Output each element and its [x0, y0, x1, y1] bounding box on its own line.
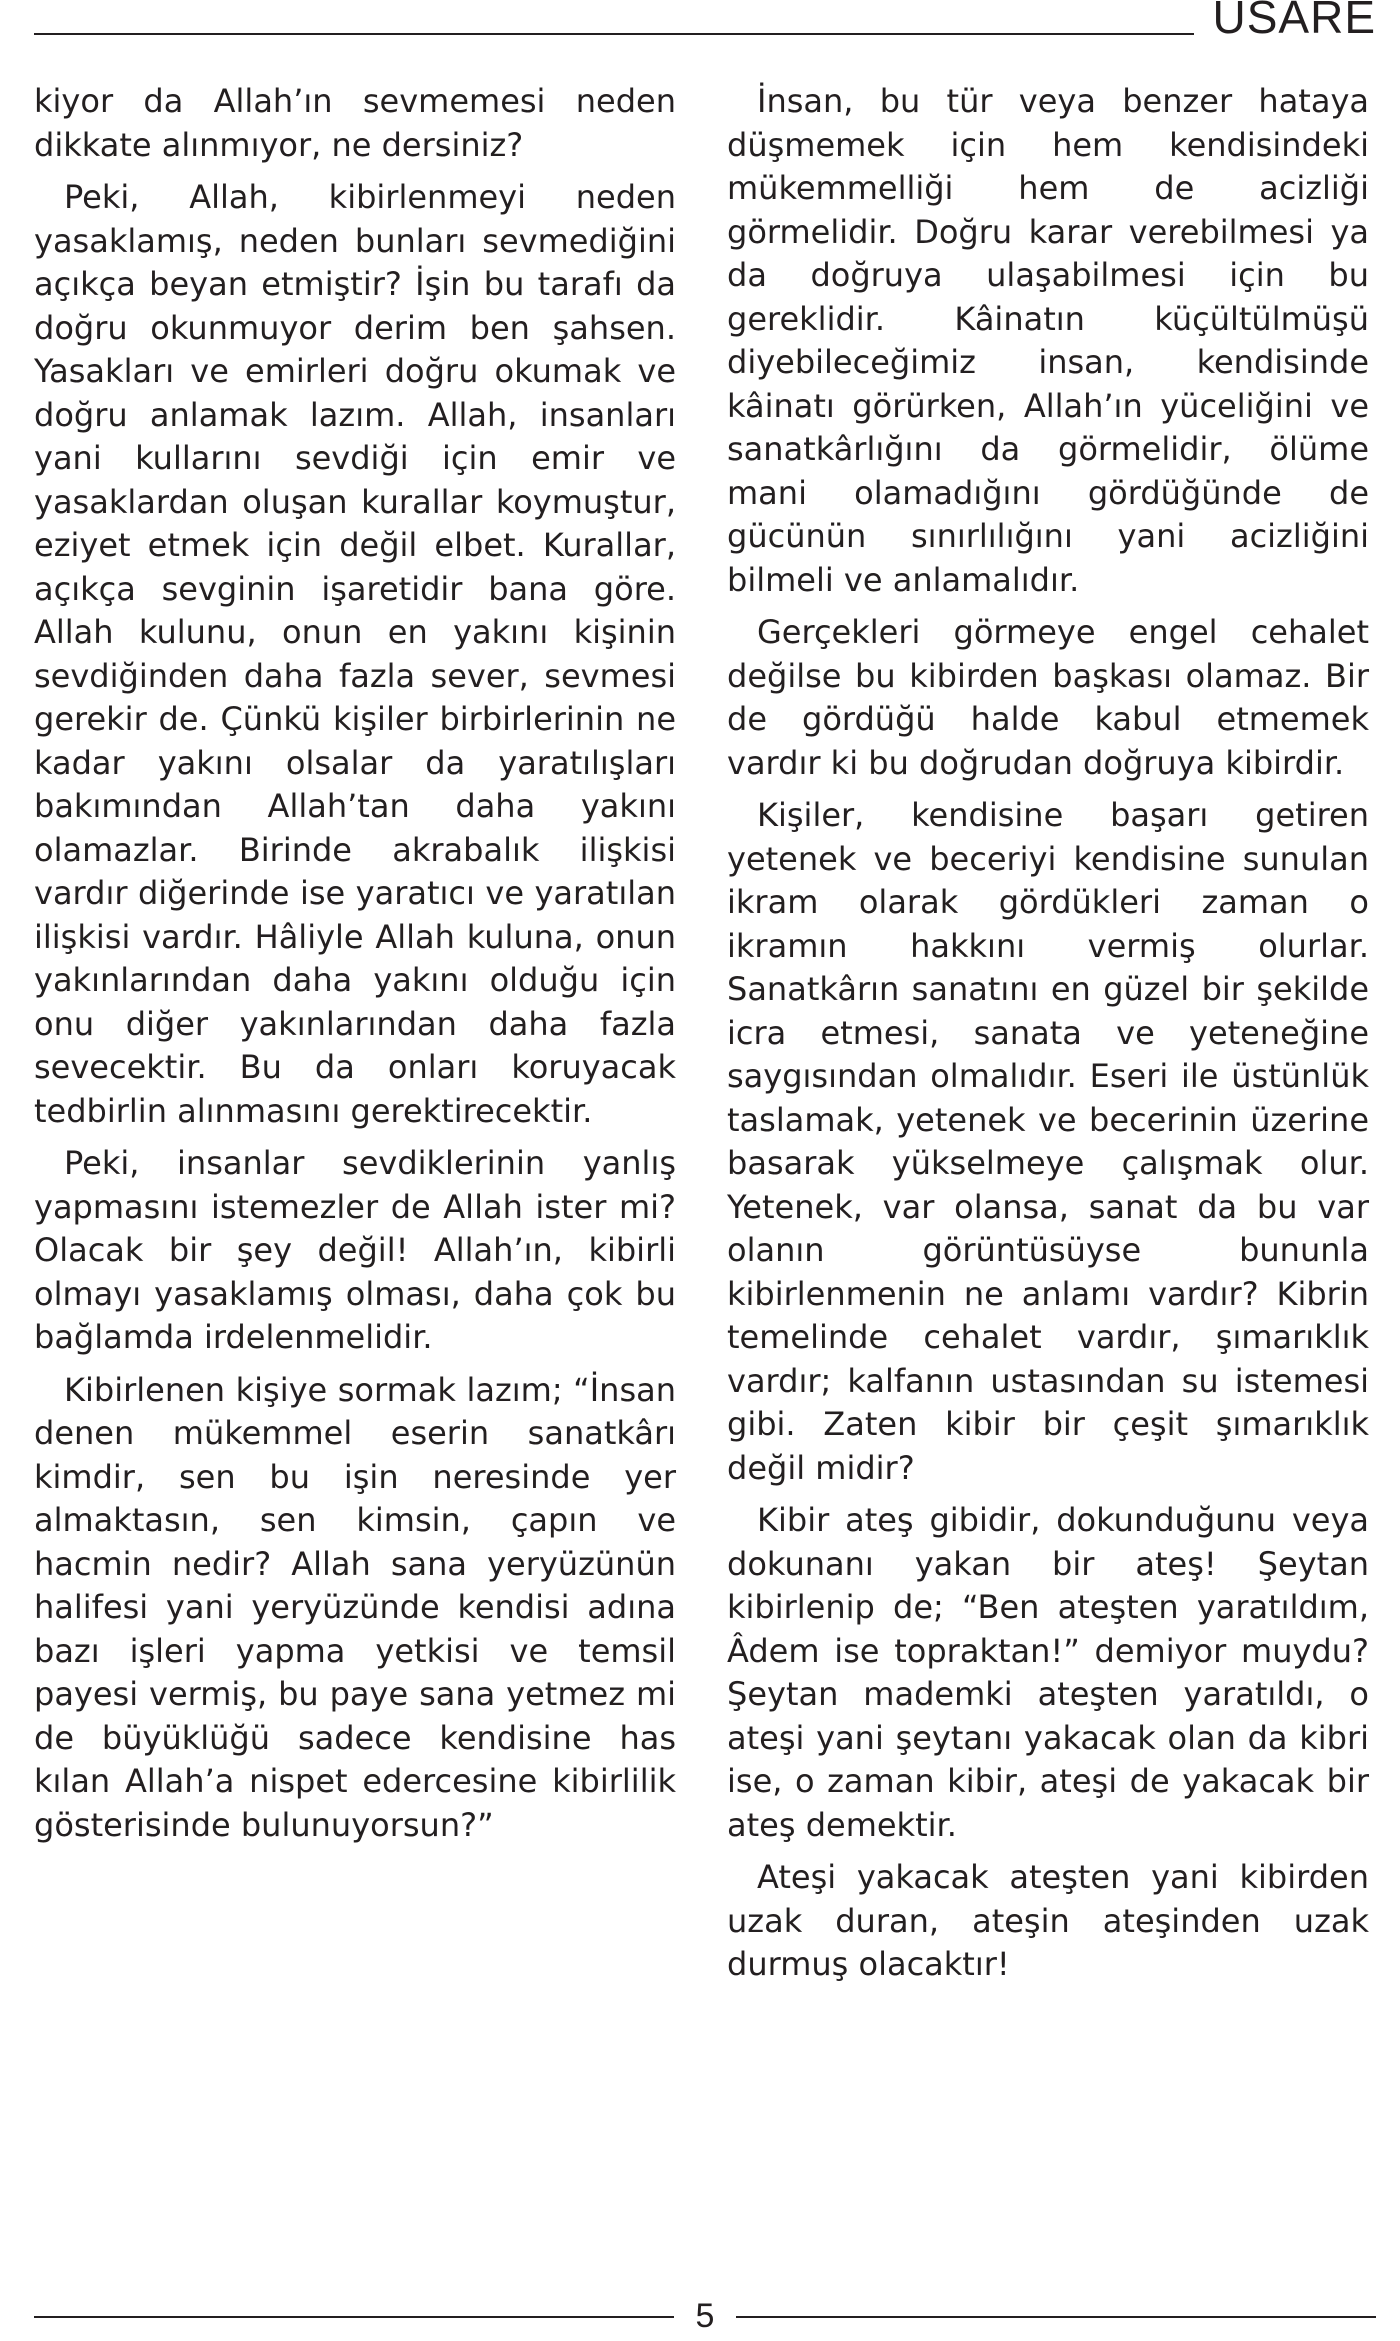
paragraph: Peki, Allah, kibirlenmeyi neden yasaklamış, neden bunları sevmediğini açıkça beyan etmiştir? İşin bu tarafı da doğru okunmuyor derim ben şahsen. Yasakları ve emirleri doğru okumak ve doğru anlamak lazım. Allah, insanları yani kullarını sevdiği için emir ve yasaklardan oluşan kurallar koymuştur, eziyet etmek için değil elbet. Kurallar, açıkça sevginin işaretidir bana göre. Allah kulunu, onun en yakını kişinin sevdiğinden daha fazla sever, sevmesi gerekir de. Çünkü kişiler birbirlerinin ne kadar yakını olsalar da yaratılışları bakımından Allah’tan daha yakını olamazlar. Birinde akrabalık ilişkisi vardır diğerinde ise yaratıcı ve yaratılan ilişkisi vardır. Hâliyle Allah kuluna, onun yakınlarından daha yakını olduğu için onu diğer yakınlarından daha fazla sevecektir. Bu da onları koruyacak tedbirlin alınmasını gerektirecektir. [34, 178, 676, 1130]
right-column [727, 80, 1369, 1996]
paragraph: Gerçekleri görmeye engel cehalet değilse bu kibirden başkası olamaz. Bir de gördüğü halde kabul etmemek vardır ki bu doğrudan doğruya kibirdir. [727, 613, 1369, 782]
footer-rule-left [34, 2316, 674, 2318]
header-rule [34, 33, 1194, 35]
page-number: 5 [695, 2297, 715, 2335]
left-column [34, 80, 676, 1856]
paragraph: kiyor da Allah’ın sevmemesi neden dikkate alınmıyor, ne dersiniz? [34, 82, 676, 164]
paragraph: Kibirlenen kişiye sormak lazım; “İnsan denen mükemmel eserin sanatkârı kimdir, sen bu işin neresinde yer almaktasın, sen kimsin, çapın ve hacmin nedir? Allah sana yeryüzünün halifesi yani yeryüzünde kendisi adına bazı işleri yapma yetkisi ve temsil payesi vermiş, bu paye sana yetmez mi de büyüklüğü sadece kendisine has kılan Allah’a nispet edercesine kibirlilik gösterisinde bulunuyorsun?” [34, 1370, 676, 1844]
magazine-title: USARE [1212, 0, 1376, 43]
paragraph: Kibir ateş gibidir, dokunduğunu veya dokunanı yakan bir ateş! Şeytan kibirlenip de; “Ben ateşten yaratıldım, Âdem ise topraktan!” demiyor muydu? Şeytan mademki ateşten yaratıldı, o ateşi yani şeytanı yakacak olan da kibri ise, o zaman kibir, ateşi de yakacak bir ateş demektir. [727, 1501, 1369, 1844]
footer-rule-right [736, 2316, 1376, 2318]
paragraph: Kişiler, kendisine başarı getiren yetenek ve beceriyi kendisine sunulan ikram olarak gördükleri zaman o ikramın hakkını vermiş olurlar. Sanatkârın sanatını en güzel bir şekilde icra etmesi, sanata ve yeteneğine saygısından olmalıdır. Eseri ile üstünlük taslamak, yetenek ve becerinin üzerine basarak yükselmeye çalışmak olur. Yetenek, var olansa, sanat da bu var olanın görüntüsüyse bununla kibirlenmenin ne anlamı vardır? Kibrin temelinde cehalet vardır, şımarıklık vardır; kalfanın ustasından su istemesi gibi. Zaten kibir bir çeşit şımarıklık değil midir? [727, 796, 1369, 1487]
page-footer [34, 2297, 1376, 2340]
paragraph: Peki, insanlar sevdiklerinin yanlış yapmasını istemezler de Allah ister mi? Olacak bir şey değil! Allah’ın, kibirli olmayı yasaklamış olması, daha çok bu bağlamda irdelenmelidir. [34, 1144, 676, 1356]
page-header [34, 0, 1376, 42]
paragraph: İnsan, bu tür veya benzer hataya düşmemek için hem kendisindeki mükemmelliği hem de acizliği görmelidir. Doğru karar verebilmesi ya da doğruya ulaşabilmesi için bu gereklidir. Kâinatın küçültülmüşü diyebileceğimiz insan, kendisinde kâinatı görürken, Allah’ın yüceliğini ve sanatkârlığını da görmelidir, ölüme mani olamadığını gördüğünde de gücünün sınırlılığını yani acizliğini bilmeli ve anlamalıdır. [727, 82, 1369, 599]
paragraph: Ateşi yakacak ateşten yani kibirden uzak duran, ateşin ateşinden uzak durmuş olacaktır! [727, 1858, 1369, 1983]
